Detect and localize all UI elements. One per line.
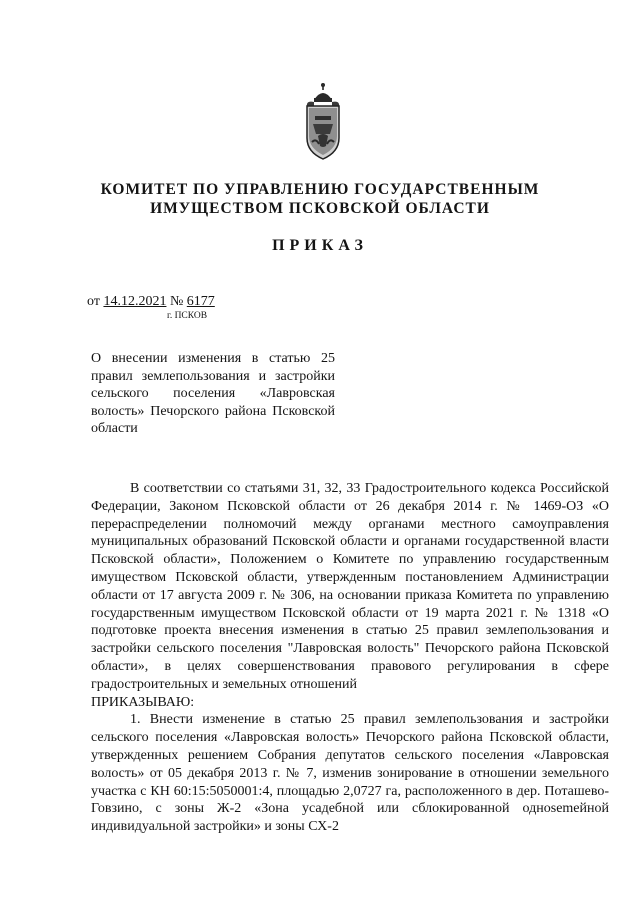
order-word: ПРИКАЗЫВАЮ: bbox=[91, 694, 195, 710]
coat-of-arms-emblem bbox=[300, 80, 346, 164]
order-item-1: 1. Внести изменение в статью 25 правил землепользования и застройки сельского поселения «Лавровская волость» Печорского района Псковской области, утвержденных решением Собрания депутатов сельского поселения «Лавровская волость» от 05 декабря 2013 г. № 7, изменив зонирование в отношении земельного участка с КН 60:15:5050001:4, площадью 2,0727 га, расположенного в дер. Поташево-Говзино, с зоны Ж-2 «Зона усадебной или сблокированной одноsemейной индивидуальной застройки» и зоны СХ-2 bbox=[91, 712, 609, 835]
document-date: 14.12.2021 bbox=[103, 294, 167, 309]
date-and-number-line bbox=[87, 294, 215, 310]
document-number: 6177 bbox=[186, 294, 215, 309]
document-subject: О внесении изменения в статью 25 правил землепользования и застройки сельского поселения «Лавровская волость» Печорского района Псковской области bbox=[91, 351, 335, 437]
organization-name bbox=[0, 180, 640, 218]
document-body bbox=[91, 480, 609, 836]
organization-line-1: КОМИТЕТ ПО УПРАВЛЕНИЮ ГОСУДАРСТВЕННЫМ bbox=[100, 181, 540, 198]
preamble-paragraph: В соответствии со статьями 31, 32, 33 Градостроительного кодекса Российской Федерации, Законом Псковской области от 26 декабря 2014 г. № 1469-ОЗ «О перераспределении полномочий между органами местного самоуправления муниципальных образований Псковской области и органами государственной власти Псковской области», Положением о Комитете по управлению государственным имуществом Псковской области, утвержденным постановлением Администрации области от 17 августа 2009 г. № 306, на основании приказа Комитета по управлению государственным имуществом Псковской области от 19 марта 2021 г. № 1318 «О подготовке проекта внесения изменения в статью 25 правил землепользования и застройки сельского поселения "Лавровская волость" Печорского района Псковской области», в целях совершенствования правового регулирования в сфере градостроительных и земельных отношений bbox=[91, 481, 609, 692]
number-sign: № bbox=[169, 294, 184, 309]
organization-line-2: ИМУЩЕСТВОМ ПСКОВСКОЙ ОБЛАСТИ bbox=[150, 200, 490, 217]
document-type-title: ПРИКАЗ bbox=[272, 237, 368, 254]
city-label: г. ПСКОВ bbox=[167, 311, 208, 321]
date-prefix: от bbox=[87, 294, 100, 309]
